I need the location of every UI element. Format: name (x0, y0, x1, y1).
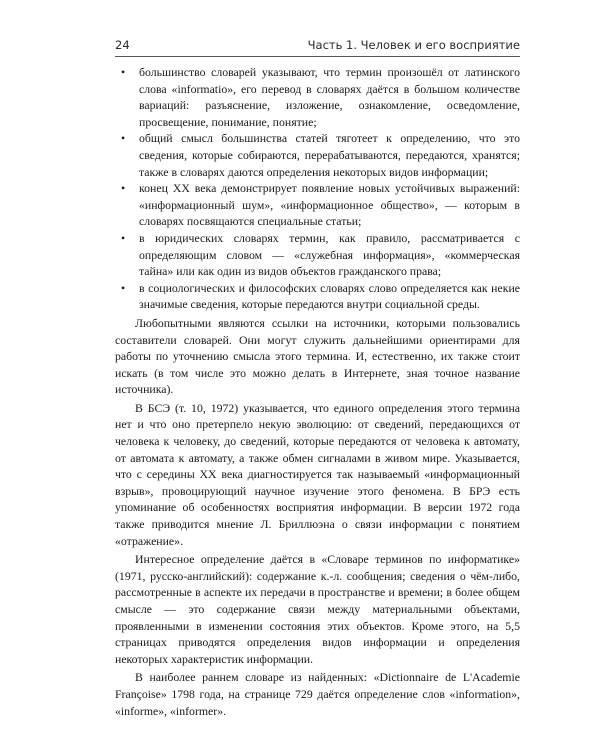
page-header (115, 34, 520, 57)
list-item-text: в социологических и философских словарях слово определяется как некие значимые сведения, которые передаются внутри социальной среды. (139, 280, 520, 312)
list-item (115, 230, 520, 280)
bullet-icon: • (121, 280, 126, 295)
paragraph-academie: В наиболее раннем словаре из найденных: «Dictionnaire de L'Academie Françoise» 1798 года, на странице 729 даётся определение слов «information», «informe», «informer». (115, 670, 520, 718)
list-item (115, 180, 520, 230)
page-body (115, 64, 520, 719)
bullet-icon: • (121, 230, 126, 245)
bullet-list (115, 64, 520, 313)
list-item-text: конец XX века демонстрирует появление новых устойчивых выражений: «информационный шум», «информационное общество», — которым в словарях посвящаются специальные статьи; (139, 181, 520, 229)
paragraph-dictionary-informatics: Интересное определение даётся в «Словаре терминов по информатике» (1971, русско-английский): содержание к.-л. сообщения; сведения о чём-либо, рассмотренные в аспекте их передачи в пространстве и времени; в более общем смысле — это содержание связи между материальными объектами, проявленными в изменении состояния этих объектов. Кроме этого, на 5,5 страницах приводятся определения видов информации и определения некоторых характеристик информации. (115, 552, 520, 666)
list-item (115, 280, 520, 313)
bullet-icon: • (121, 65, 126, 79)
bullet-icon: • (121, 131, 126, 146)
bullet-icon: • (121, 181, 126, 196)
running-head: Часть 1. Человек и его восприятие (307, 38, 520, 52)
page-number: 24 (115, 38, 130, 52)
list-item (115, 130, 520, 180)
list-item-text: большинство словарей указывают, что термин произошёл от латинского слова «informatio», его перевод в словарях даётся в большом количестве вариаций: разъяснение, изложение, ознакомление, осведомление, просвещение, понимание, понятие; (139, 65, 520, 129)
paragraph-bse: В БСЭ (т. 10, 1972) указывается, что единого определения этого термина нет и что оно претерпело некую эволюцию: от сведений, передающихся от человека к человеку, до сведений, которые передаются от человека к автомату, от автомата к автомату, а также обмен сигналами в живом мире. Указывается, что с середины XX века диагностируется так называемый «информационный взрыв», провоцирующий научное изучение этого феномена. В БРЭ есть упоминание об особенностях восприятия информации. В версии 1972 года также приводится мнение Л. Бриллюэна о связи информации с понятием «отражение». (115, 400, 520, 548)
list-item-text: общий смысл большинства статей тяготеет к определению, что это сведения, которые собираются, перерабатываются, передаются, хранятся; также в словарях даются определения некоторых видов информации; (139, 131, 520, 179)
list-item-text: в юридических словарях термин, как правило, рассматривается с определяющим словом — «служебная информация», «коммерческая тайна» или как один из видов объектов гражданского права; (139, 230, 520, 279)
paragraph-sources: Любопытными являются ссылки на источники, которыми пользовались составители словарей. Они могут служить дальнейшими ориентирами для работы по уточнению смысла этого термина. И, естественно, их также стоит искать (в том числе это можно делать в Интернете, зная точное название источника). (115, 315, 520, 397)
list-item (115, 64, 520, 130)
